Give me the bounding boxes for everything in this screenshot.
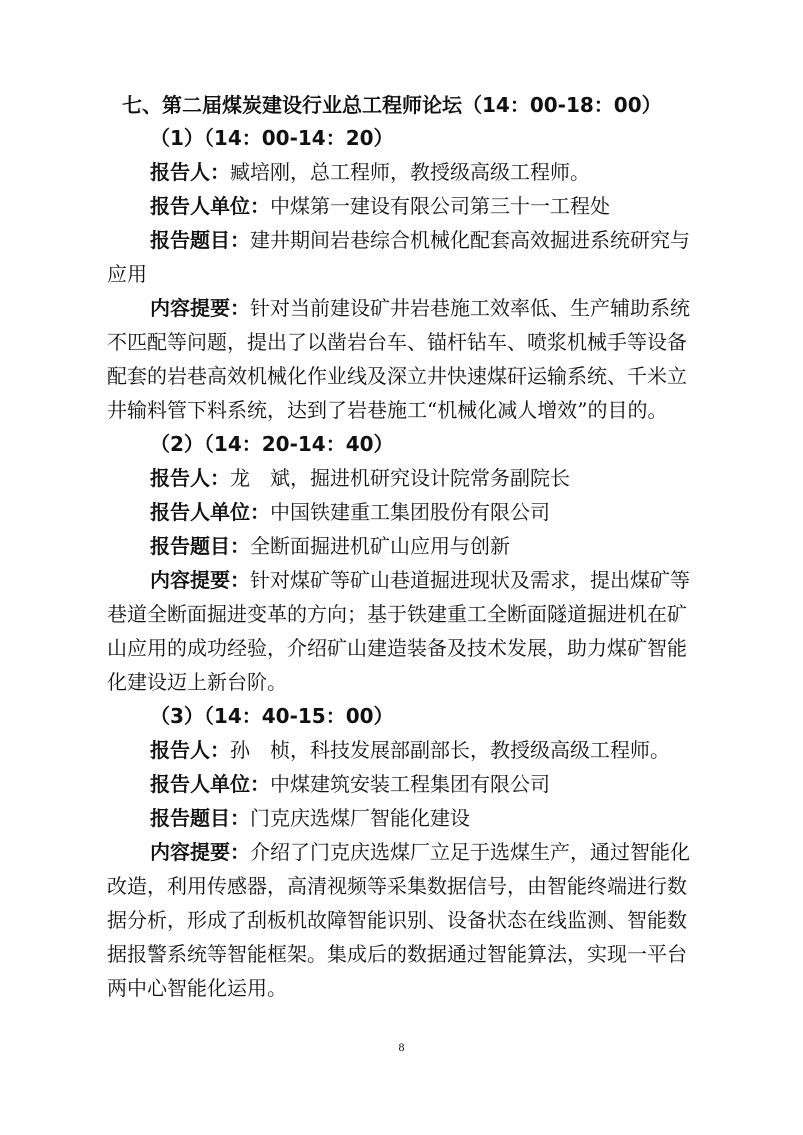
summary-value: 针对当前建设矿井岩巷施工效率低、生产辅助系统: [250, 296, 690, 320]
unit-value: 中煤建筑安装工程集团有限公司: [270, 772, 550, 796]
unit-value: 中煤第一建设有限公司第三十一工程处: [270, 194, 610, 218]
talk-1-summary-line: 井输料管下料系统，达到了岩巷施工“机械化减人增效”的目的。: [107, 398, 668, 422]
reporter-value: 龙 斌，掘进机研究设计院常务副院长: [230, 466, 570, 490]
unit-label: 报告人单位：: [150, 194, 270, 218]
talk-2-summary-line: 山应用的成功经验，介绍矿山建造装备及技术发展，助力煤矿智能: [107, 636, 687, 660]
talk-3-reporter: [150, 735, 670, 765]
unit-label: 报告人单位：: [150, 500, 270, 524]
talk-3-summary-line: 两中心智能化运用。: [107, 976, 287, 1000]
topic-label: 报告题目：: [150, 228, 250, 252]
talk-2-topic: [150, 531, 510, 561]
talk-3-summary-line: 据报警系统等智能框架。集成后的数据通过智能算法，实现一平台: [107, 942, 687, 966]
talk-1-topic: [150, 225, 690, 255]
page-number: 8: [398, 1040, 405, 1054]
reporter-value: 臧培刚，总工程师，教授级高级工程师。: [230, 160, 590, 184]
summary-label: 内容提要：: [150, 296, 250, 320]
talk-3-summary-line: 改造，利用传感器，高清视频等采集数据信号，由智能终端进行数: [107, 874, 687, 898]
talk-2-unit: [150, 497, 550, 527]
reporter-label: 报告人：: [150, 738, 230, 762]
talk-3-unit: [150, 769, 550, 799]
talk-2-summary-line: 化建设迈上新台阶。: [107, 670, 287, 694]
unit-label: 报告人单位：: [150, 772, 270, 796]
talk-1-summary: [150, 293, 690, 323]
talk-2-time: （2）（14：20-14：40）: [150, 432, 394, 456]
topic-label: 报告题目：: [150, 534, 250, 558]
talk-2-summary: [150, 565, 690, 595]
section-title: 七、第二届煤炭建设行业总工程师论坛（14：00-18：00）: [122, 93, 662, 117]
summary-value: 介绍了门克庆选煤厂立足于选煤生产，通过智能化: [250, 840, 690, 864]
summary-value: 针对煤矿等矿山巷道掘进现状及需求，提出煤矿等: [250, 568, 690, 592]
topic-value: 全断面掘进机矿山应用与创新: [250, 534, 510, 558]
talk-1-reporter: [150, 157, 590, 187]
reporter-value: 孙 桢，科技发展部副部长，教授级高级工程师。: [230, 738, 670, 762]
talk-1-summary-line: 不匹配等问题，提出了以凿岩台车、锚杆钻车、喷浆机械手等设备: [107, 330, 687, 354]
talk-3-time: （3）（14：40-15：00）: [150, 704, 394, 728]
unit-value: 中国铁建重工集团股份有限公司: [270, 500, 550, 524]
summary-label: 内容提要：: [150, 840, 250, 864]
topic-label: 报告题目：: [150, 806, 250, 830]
talk-2-reporter: [150, 463, 570, 493]
reporter-label: 报告人：: [150, 466, 230, 490]
talk-3-topic: [150, 803, 470, 833]
talk-1-topic-cont: 应用: [107, 262, 147, 286]
talk-1-time: （1）（14：00-14：20）: [150, 126, 394, 150]
summary-label: 内容提要：: [150, 568, 250, 592]
topic-value: 建井期间岩巷综合机械化配套高效掘进系统研究与: [250, 228, 690, 252]
talk-2-summary-line: 巷道全断面掘进变革的方向；基于铁建重工全断面隧道掘进机在矿: [107, 602, 687, 626]
talk-1-unit: [150, 191, 610, 221]
talk-3-summary: [150, 837, 690, 867]
reporter-label: 报告人：: [150, 160, 230, 184]
talk-3-summary-line: 据分析，形成了刮板机故障智能识别、设备状态在线监测、智能数: [107, 908, 687, 932]
topic-value: 门克庆选煤厂智能化建设: [250, 806, 470, 830]
talk-1-summary-line: 配套的岩巷高效机械化作业线及深立井快速煤矸运输系统、千米立: [107, 364, 687, 388]
